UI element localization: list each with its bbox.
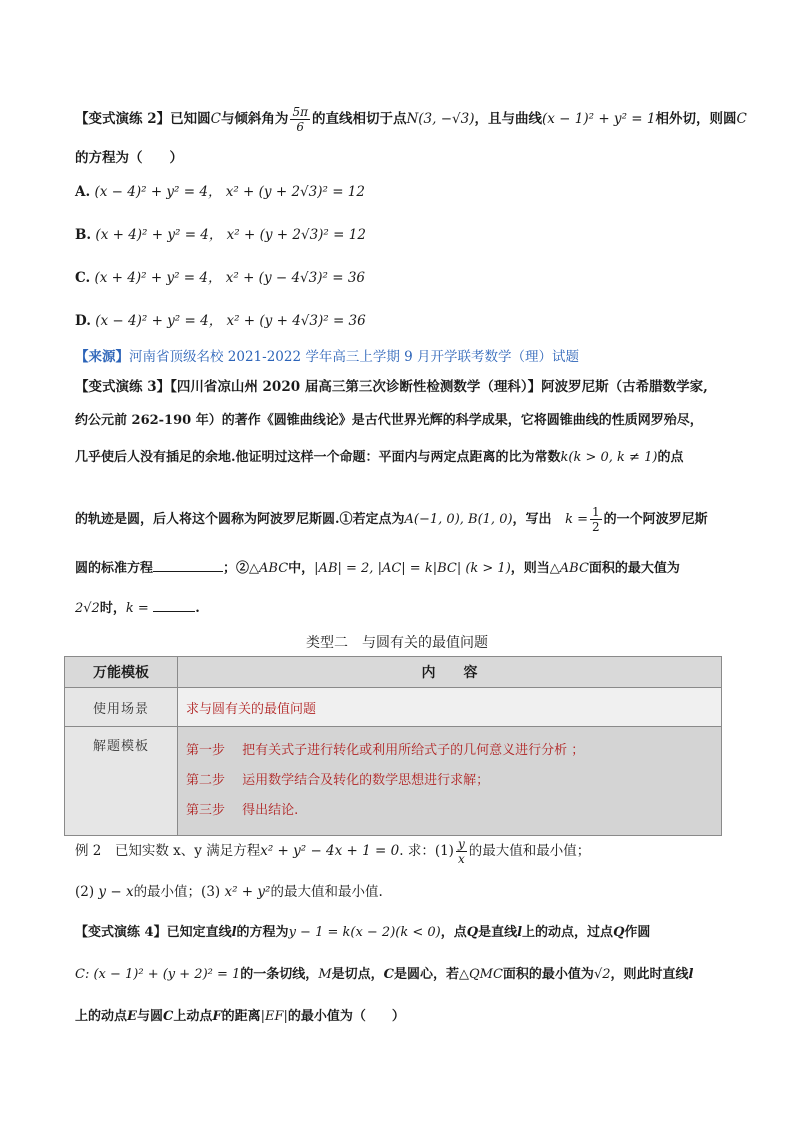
header-template: 万能模板 xyxy=(65,657,178,688)
v2-question-line2: 的方程为（ ） xyxy=(75,150,183,166)
source-label: 【来源】 xyxy=(75,349,129,365)
v3-line6: 2√2时，k = . xyxy=(75,601,200,616)
section-title: 类型二 与圆有关的最值问题 xyxy=(306,635,488,651)
v2-label: 【变式演练 2】 xyxy=(75,111,171,127)
step-2: 第二步 运用数学结合及转化的数学思想进行求解； xyxy=(186,773,490,788)
source-text: 河南省顶级名校 2021-2022 学年高三上学期 9 月开学联考数学（理）试题 xyxy=(129,349,580,365)
v3-line3: 几乎使后人没有插足的余地.他证明过这样一个命题：平面内与两定点距离的比为常数k(k > 0, k ≠ 1)的点 xyxy=(75,450,684,465)
v3-line4: 的轨迹是圆，后人将这个圆称为阿波罗尼斯圆.①若定点为A(−1, 0), B(1, 0)，写出 k = $\frac{1}{2}$ 的一个阿波罗尼斯 xyxy=(75,505,708,534)
source-line xyxy=(75,345,579,365)
row-usage-text: 求与圆有关的最值问题 xyxy=(178,688,722,727)
v3-line1: 【变式演练 3】【四川省凉山州 2020 届高三第三次诊断性检测数学（理科）】阿波罗尼斯（古希腊数学家, xyxy=(75,379,708,395)
v2-option-a: A. (x − 4)² + y² = 4， x² + (y + 2√3)² = 12 xyxy=(75,184,365,200)
v3-line5: 圆的标准方程 ；②△ABC中，|AB| = 2, |AC| = k|BC| (k > 1)，则当△ABC面积的最大值为 xyxy=(75,561,680,576)
v4-line3: 上的动点E与圆C上动点F的距离|EF|的最小值为（ ） xyxy=(75,1009,405,1024)
step-3: 第三步 得出结论. xyxy=(186,803,299,818)
v4-label: 【变式演练 4】 xyxy=(75,925,167,940)
v3-label: 【变式演练 3】 xyxy=(75,379,171,395)
k-fraction: $\frac{1}{2}$ xyxy=(592,505,600,534)
answer-blank-2[interactable] xyxy=(153,599,195,612)
solution-template-table xyxy=(64,656,722,836)
v2-option-b: B. (x + 4)² + y² = 4， x² + (y + 2√3)² = 12 xyxy=(75,227,366,243)
tangent-point: N(3, −√3) xyxy=(406,111,475,127)
v4-line1: 【变式演练 4】已知定直线l的方程为y − 1 = k(x − 2)(k < 0)，点Q是直线l上的动点，过点Q作圆 xyxy=(75,925,651,940)
header-content: 内 容 xyxy=(178,657,722,688)
curve-equation: (x − 1)² + y² = 1 xyxy=(542,111,656,127)
row-steps xyxy=(178,727,722,836)
angle-fraction: $\frac{5\pi}{6}$ xyxy=(292,105,308,134)
y-over-x-fraction: $\frac{y}{x}$ xyxy=(457,837,465,866)
v4-line2: C: (x − 1)² + (y + 2)² = 1的一条切线，M是切点，C是圆心，若△QMC面积的最小值为√2，则此时直线l xyxy=(75,967,694,982)
answer-blank-1[interactable] xyxy=(153,559,223,572)
row-steps-label: 解题模板 xyxy=(65,727,178,836)
step-1: 第一步 把有关式子进行转化或利用所给式子的几何意义进行分析 ； xyxy=(186,743,585,758)
row-usage-label: 使用场景 xyxy=(65,688,178,727)
v2-question-line1: 【变式演练 2】已知圆C与倾斜角为 $\frac{5\pi}{6}$ 的直线相切于点N(3, −√3)，且与曲线(x − 1)² + y² = 1相外切，则圆C xyxy=(75,105,747,134)
example2-line2: (2) y − x的最小值；(3) x² + y²的最大值和最小值. xyxy=(75,884,383,900)
v2-option-c: C. (x + 4)² + y² = 4， x² + (y − 4√3)² = 36 xyxy=(75,270,366,286)
example2-line1: 例 2 已知实数 x、y 满足方程x² + y² − 4x + 1 = 0. 求：(1) $\frac{y}{x}$ 的最大值和最小值； xyxy=(75,837,591,866)
v3-line2: 约公元前 262-190 年）的著作《圆锥曲线论》是古代世界光辉的科学成果，它将圆锥曲线的性质网罗殆尽， xyxy=(75,413,703,428)
v2-option-d: D. (x − 4)² + y² = 4， x² + (y + 4√3)² = 36 xyxy=(75,313,366,329)
